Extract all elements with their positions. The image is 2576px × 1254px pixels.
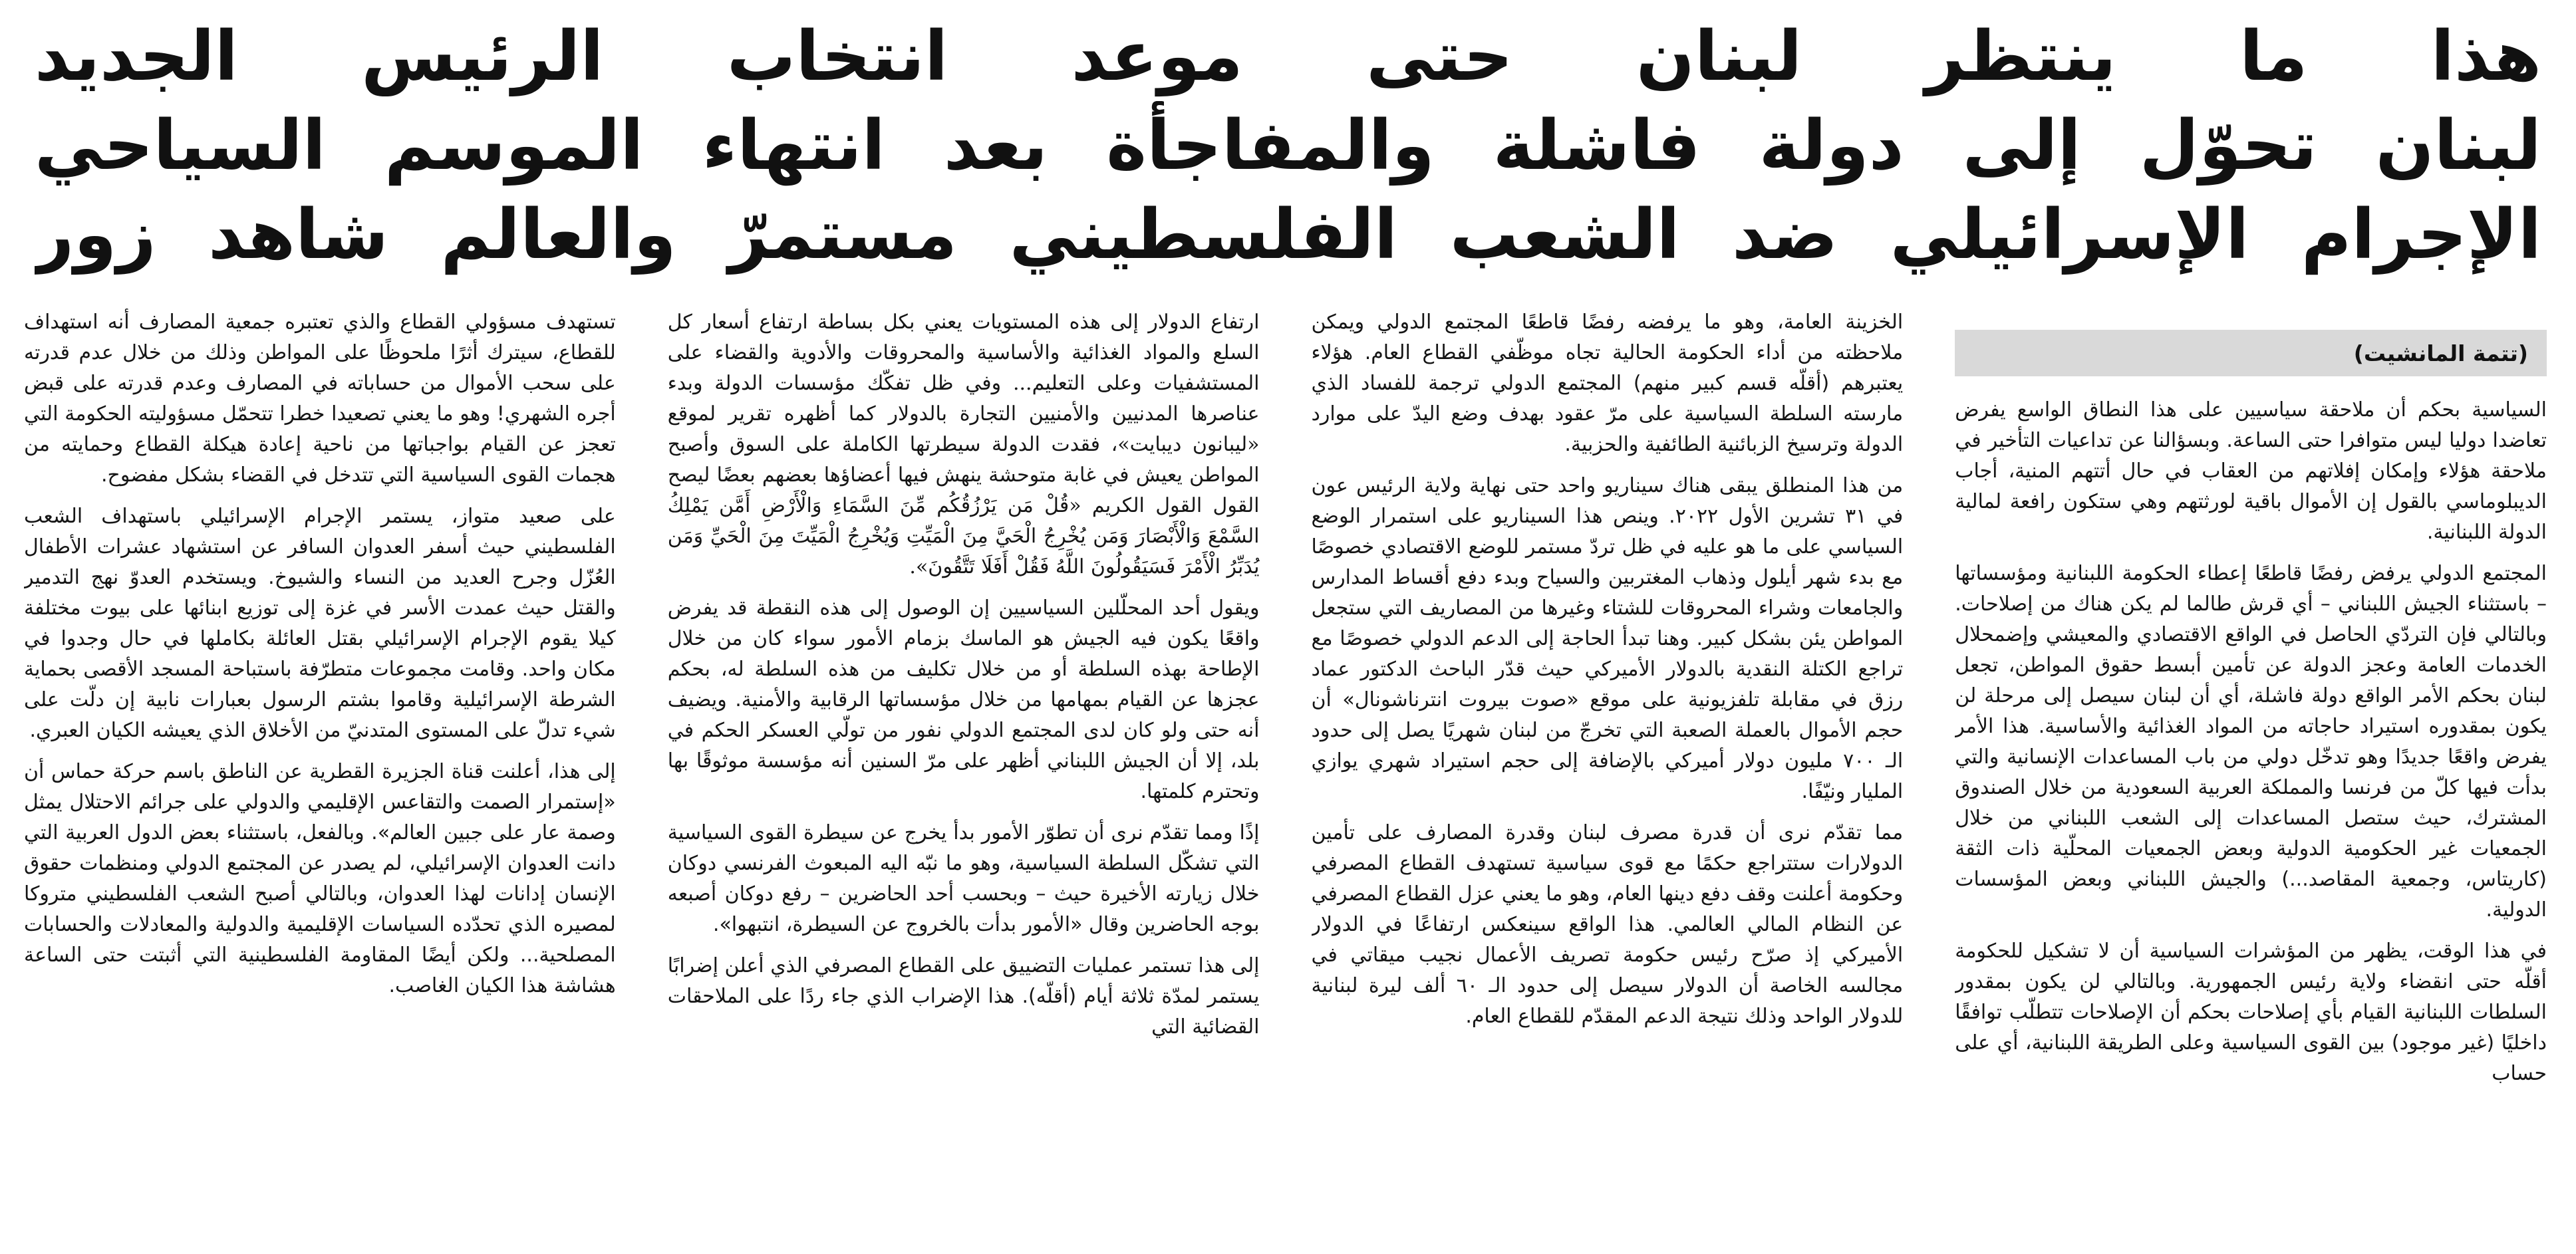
article-paragraph: الخزينة العامة، وهو ما يرفضه رفضًا قاطعًا المجتمع الدولي ويمكن ملاحظته من أداء الحكومة الحالية تجاه موظّفي القطاع العام. هؤلاء يعتبرهم (أقلّه قسم كبير منهم) المجتمع الدولي ترجمة للفساد الذي مارسته السلطة السياسية على مرّ عقود بهدف وضع اليدّ على موارد الدولة وترسيخ الزبائنية الطائفية والحزبية.	[1311, 311, 1904, 456]
article-paragraph: ارتفاع الدولار إلى هذه المستويات يعني بكل بساطة ارتفاع أسعار كل السلع والمواد الغذائية والأساسية والمحروقات والأدوية والقضاء على المستشفيات وعلى التعليم... وفي ظل تفكّك مؤسسات الدولة وبدء عناصرها المدنيين والأمنيين التجارة بالدولار كما أظهره تقرير لموقع «ليبانون ديبايت»، فقدت الدولة سيطرتها الكاملة على السوق وأصبح المواطن يعيش في غابة متوحشة ينهش فيها أعضاؤها بعضهم بعضًا ليصح القول القول الكريم «قُلْ مَن يَرْزُقُكُم مِّنَ السَّمَاءِ وَالْأَرْضِ أَمَّن يَمْلِكُ السَّمْعَ وَالْأَبْصَارَ وَمَن يُخْرِجُ الْحَيَّ مِنَ الْمَيِّتِ وَيُخْرِجُ الْمَيِّتَ مِنَ الْحَيِّ وَمَن يُدَبِّرُ الْأَمْرَ فَسَيَقُولُونَ اللَّهُ فَقُلْ أَفَلَا تَتَّقُونَ».	[667, 311, 1260, 578]
second-headline: لبنان تحوّل إلى دولة فاشلة والمفاجأة بعد انتهاء الموسم السياحي	[35, 106, 2541, 186]
main-headline: هذا ما ينتظر لبنان حتى موعد انتخاب الرئيس الجديد	[35, 17, 2541, 96]
article-column-3	[668, 307, 1260, 1242]
article-column-1	[1955, 307, 2547, 1242]
article-columns	[24, 307, 2547, 1242]
article-paragraph: ويقول أحد المحلّلين السياسيين إن الوصول إلى هذه النقطة قد يفرض واقعًا يكون فيه الجيش هو الماسك بزمام الأمور سواء كان من خلال الإطاحة بهذه السلطة أو من خلال تكليف من هذه السلطة له، بحكم عجزها عن القيام بمهامها من خلال مؤسساتها الرقابية والأمنية. ويضيف أنه حتى ولو كان لدى المجتمع الدولي نفور من تولّي العسكر الحكم في بلد، إلا أن الجيش اللبناني أظهر على مرّ السنين أنه مؤسسة موثوقًا بها وتحترم كلمتها.	[667, 596, 1260, 803]
article-paragraph: إذًا ومما تقدّم نرى أن تطوّر الأمور بدأ يخرج عن سيطرة القوى السياسية التي تشكّل السلطة السياسية، وهو ما نبّه اليه المبعوث الفرنسي دوكان خلال زيارته الأخيرة حيث – وبحسب أحد الحاضرين – رفع دوكان أصبعه بوجه الحاضرين وقال «الأمور بدأت بالخروج عن السيطرة، انتبهوا».	[667, 821, 1260, 936]
third-headline: الإجرام الإسرائيلي ضد الشعب الفلسطيني مستمرّ والعالم شاهد زور	[35, 195, 2541, 275]
article-paragraph: إلى هذا، أعلنت قناة الجزيرة القطرية عن الناطق باسم حركة حماس أن «إستمرار الصمت والتقاعس الإقليمي والدولي على جرائم الاحتلال يمثل وصمة عار على جبين العالم». وبالفعل، باستثناء بعض الدول العربية التي دانت العدوان الإسرائيلي، لم يصدر عن المجتمع الدولي ومنظمات حقوق الإنسان إدانات لهذا العدوان، وبالتالي أصبح الشعب الفلسطيني متروكا لمصيره الذي تحدّده السياسات الإقليمية والدولية والمعادلات والحسابات المصلحية... ولكن أيضًا المقاومة الفلسطينية التي أثبتت حتى الساعة هشاشة هذا الكيان الغاصب.	[24, 760, 616, 997]
article-paragraph: في هذا الوقت، يظهر من المؤشرات السياسية أن لا تشكيل للحكومة أقلّه حتى انقضاء ولاية رئيس الجمهورية. وبالتالي لن يكون بمقدور السلطات اللبنانية القيام بأي إصلاحات بحكم أن الإصلاحات تتطلّب توافقًا داخليًا (غير موجود) بين القوى السياسية وعلى الطريقة اللبنانية، أي على حساب	[1955, 940, 2547, 1085]
article-paragraph: مما تقدّم نرى أن قدرة مصرف لبنان وقدرة المصارف على تأمين الدولارات ستتراجع حكمًا مع قوى سياسية تستهدف القطاع المصرفي وحكومة أعلنت وقف دفع دينها العام، وهو ما يعني عزل القطاع المصرفي عن النظام المالي العالمي. هذا الواقع سينعكس ارتفاعًا في الدولار الأميركي إذ صرّح رئيس حكومة تصريف الأعمال نجيب ميقاتي في مجالسه الخاصة أن الدولار سيصل إلى حدود الـ ٦٠ ألف ليرة لبنانية للدولار الواحد وذلك نتيجة الدعم المقدّم للقطاع العام.	[1311, 821, 1904, 1028]
article-column-4	[24, 307, 616, 1242]
article-paragraph: المجتمع الدولي يرفض رفضًا قاطعًا إعطاء الحكومة اللبنانية ومؤسساتها – باستثناء الجيش اللبناني – أي قرش طالما لم يكن هناك من إصلاحات. وبالتالي فإن التردّي الحاصل في الواقع الاقتصادي والمعيشي وإضمحلال الخدمات العامة وعجز الدولة عن تأمين أبسط حقوق المواطن، تجعل لبنان بحكم الأمر الواقع دولة فاشلة، أي أن لبنان سيصل إلى مرحلة لن يكون بمقدوره استيراد حاجاته من المواد الغذائية والأساسية. هذا الأمر يفرض واقعًا جديدًا وهو تدخّل دولي من باب المساعدات الإنسانية والتي بدأت فيها كلّ من فرنسا والمملكة العربية السعودية من خلال الصندوق المشترك، حيث ستصل المساعدات إلى الشعب اللبناني من خلال الجمعيات غير الحكومية الدولية وبعض الجمعيات المحلّية ذات الثقة (كاريتاس، وجمعية المقاصد...) والجيش اللبناني وبعض المؤسسات الدولية.	[1955, 562, 2547, 922]
article-paragraph: تستهدف مسؤولي القطاع والذي تعتبره جمعية المصارف أنه استهداف للقطاع، سيترك أثرًا ملحوظًا على المواطن وذلك من خلال عدم قدرته على سحب الأموال من حساباته في المصارف وعدم قدرته على قبض أجره الشهري! وهو ما يعني تصعيدا خطرا تتحمّل مسؤوليته الحكومة التي تعجز عن القيام بواجباتها من ناحية إعادة هيكلة القطاع وحمايته من هجمات القوى السياسية التي تتدخل في القضاء بشكل مفضوح.	[24, 311, 616, 487]
article-paragraph: من هذا المنطلق يبقى هناك سيناريو واحد حتى نهاية ولاية الرئيس عون في ٣١ تشرين الأول ٢٠٢٢. وينص هذا السيناريو على استمرار الوضع السياسي على ما هو عليه في ظل تردّ مستمر للوضع الاقتصادي خصوصًا مع بدء شهر أيلول وذهاب المغتربين والسياح وبدء دفع أقساط المدارس والجامعات وشراء المحروقات للشتاء وغيرها من المصاريف التي ستجعل المواطن يئن بشكل كبير. وهنا تبدأ الحاجة إلى الدعم الدولي خصوصًا مع تراجع الكتلة النقدية بالدولار الأميركي حيث قدّر الباحث الدكتور عماد رزق في مقابلة تلفزيونية على موقع «صوت بيروت انترناشونال» أن حجم الأموال بالعملة الصعبة التي تخرجّ من لبنان شهريًا يصل إلى حدود الـ ٧٠٠ مليون دولار أميركي بالإضافة إلى حجم استيراد شهري يوازي المليار ونيّفًا.	[1311, 474, 1904, 803]
continuation-label-box	[1955, 330, 2547, 376]
article-paragraph: السياسية بحكم أن ملاحقة سياسيين على هذا النطاق الواسع يفرض تعاضدا دوليا ليس متوافرا حتى الساعة. وبسؤالنا عن تداعيات التأخير في ملاحقة هؤلاء وإمكان إفلاتهم من العقاب في حال أتتهم المنية، أجاب الديبلوماسي بالقول إن الأموال باقية لورثتهم وهي ستكون رافعة لمالية الدولة اللبنانية.	[1955, 398, 2547, 544]
article-column-2	[1312, 307, 1904, 1242]
continuation-label: (تتمة المانشيت)	[2353, 340, 2528, 366]
headline-block	[35, 12, 2541, 279]
article-paragraph: على صعيد متواز، يستمر الإجرام الإسرائيلي باستهداف الشعب الفلسطيني حيث أسفر العدوان السافر عن استشهاد عشرات الأطفال العُزّل وجرح العديد من النساء والشيوخ. ويستخدم العدوّ نهج التدمير والقتل حيث عمدت الأسر في غزة إلى توزيع ابنائها على بيوت مختلفة كيلا يقوم الإجرام الإسرائيلي بقتل العائلة بكاملها في حال وجدوا في مكان واحد. وقامت مجموعات متطرّفة باستباحة المسجد الأقصى بحماية الشرطة الإسرائيلية وقاموا بشتم الرسول بعبارات نابية إن دلّت على شيء تدلّ على المستوى المتدنيّ من الأخلاق الذي يعيشه الكيان العبري.	[24, 505, 616, 742]
article-paragraph: إلى هذا تستمر عمليات التضييق على القطاع المصرفي الذي أعلن إضرابًا يستمر لمدّة ثلاثة أيام (أقلّه). هذا الإضراب الذي جاء ردًا على الملاحقات القضائية التي	[667, 954, 1260, 1039]
